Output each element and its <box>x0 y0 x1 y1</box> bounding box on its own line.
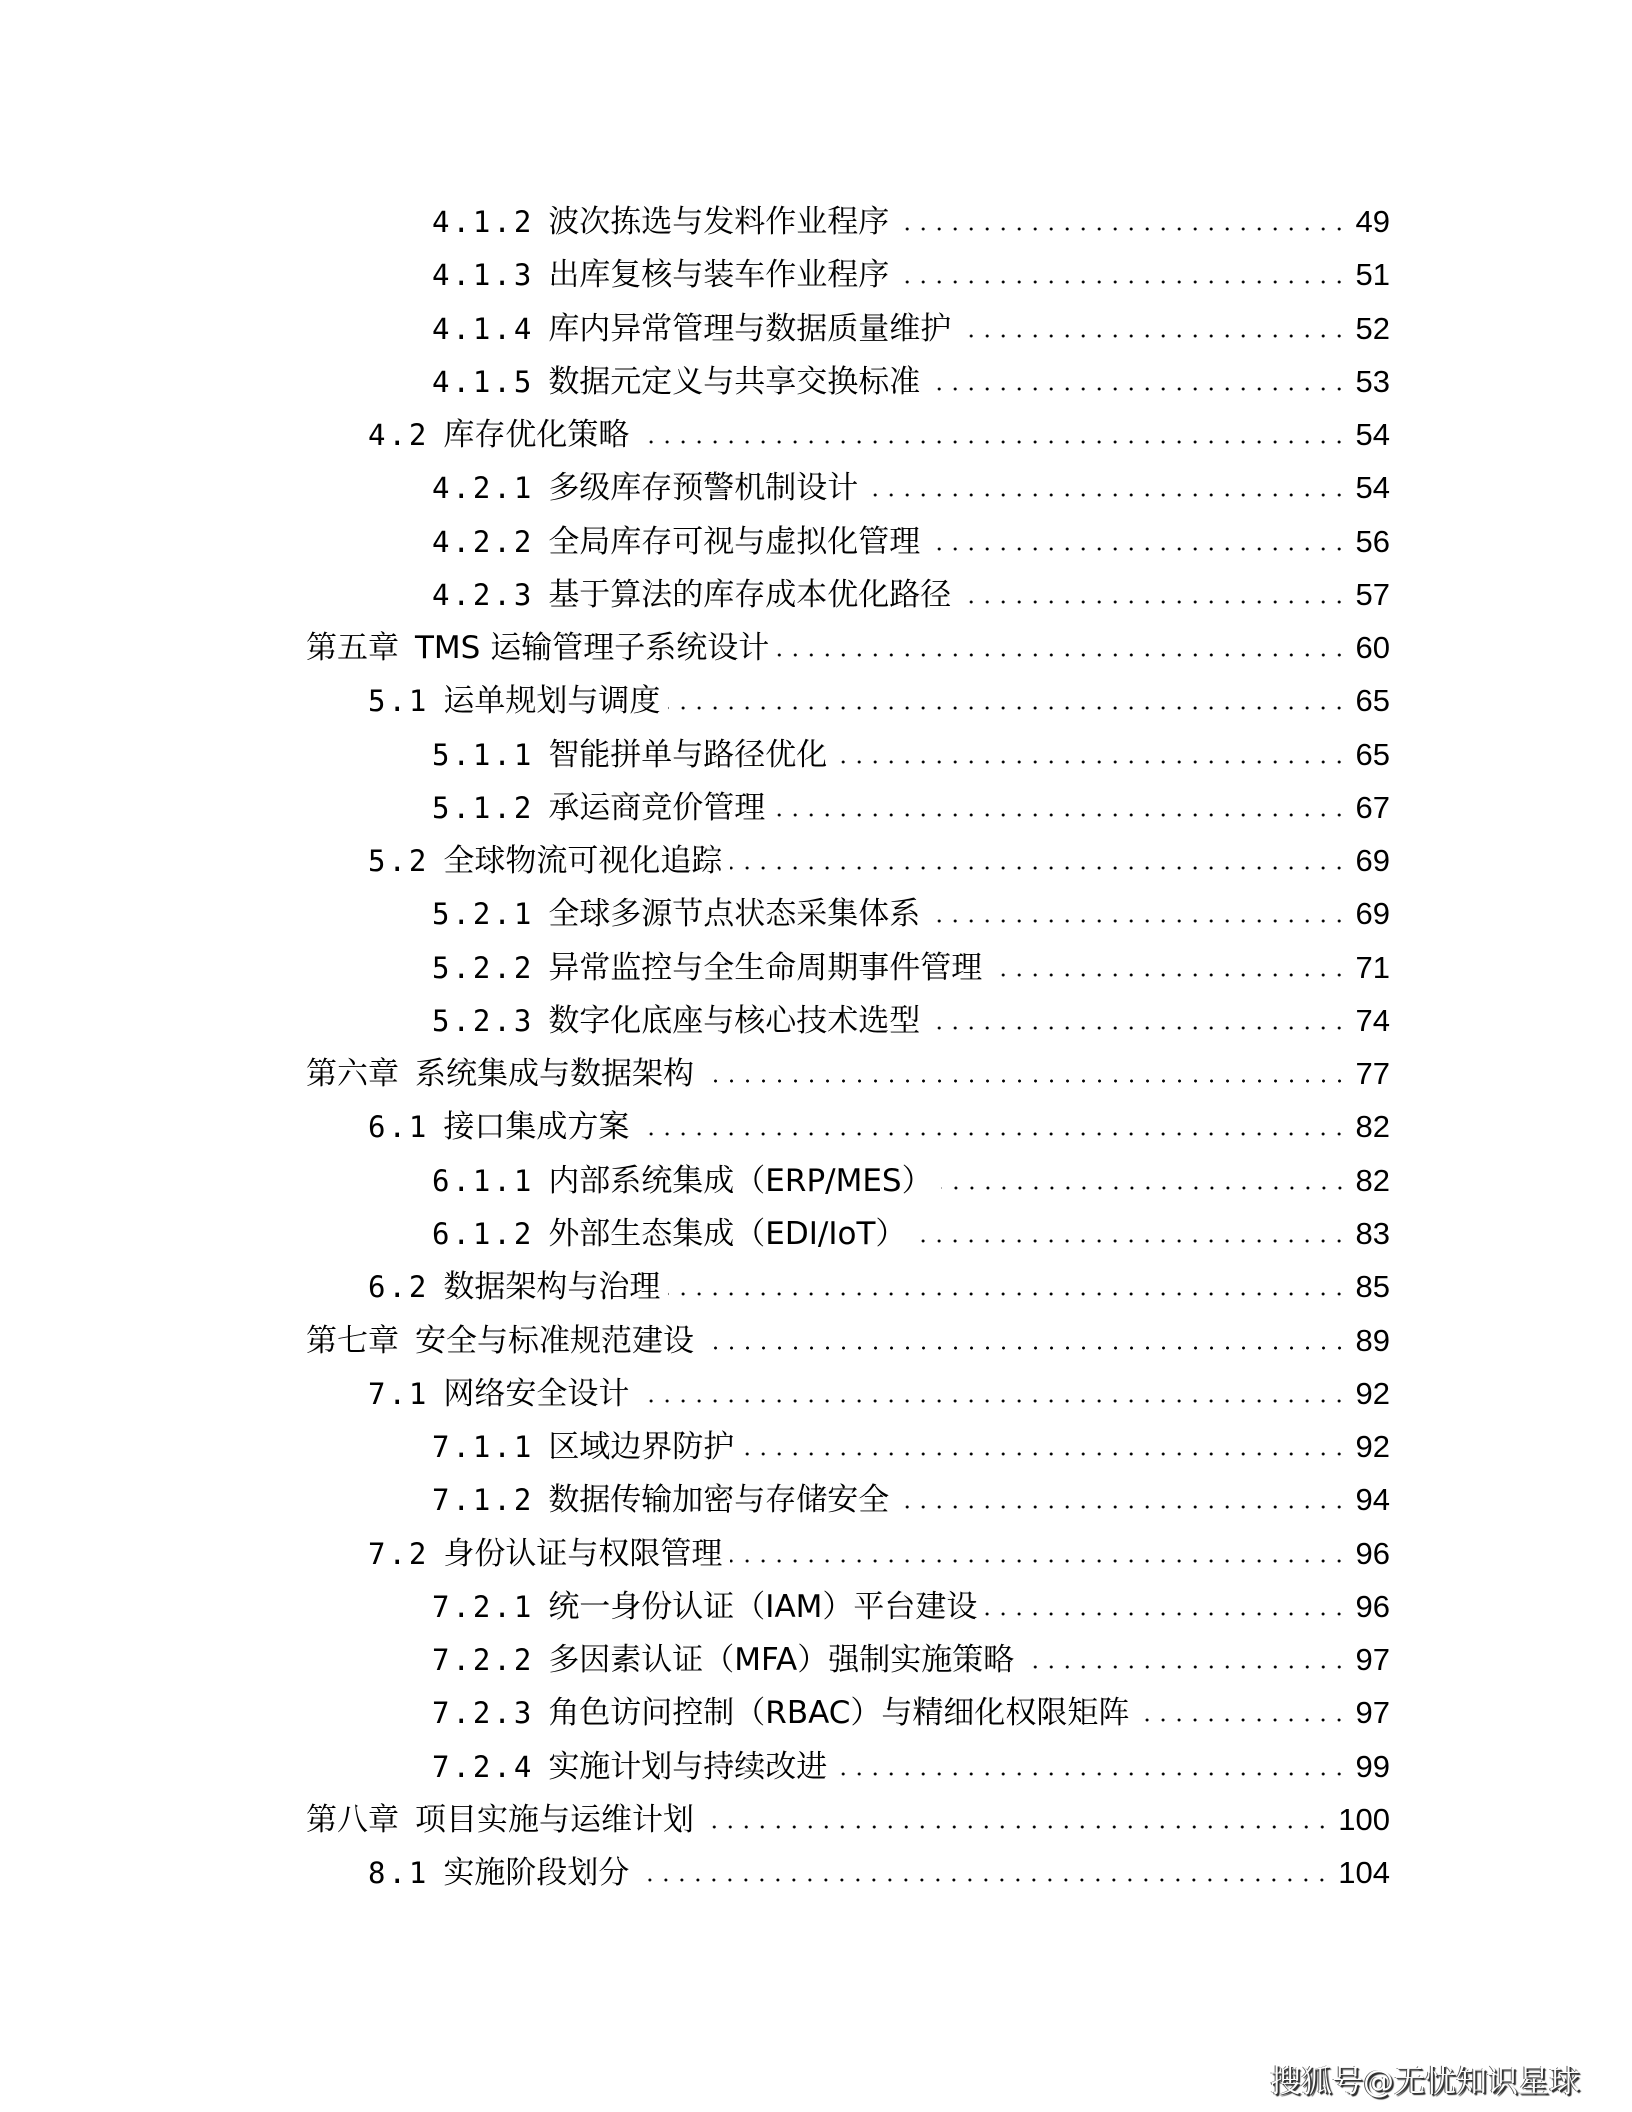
entry-page: 85 <box>1355 1269 1390 1304</box>
entry-title: 统一身份认证（IAM）平台建设 <box>548 1589 978 1625</box>
toc-entry[interactable] <box>432 894 1390 934</box>
entry-title: 全球物流可视化追踪 <box>443 843 723 879</box>
dot-leader <box>985 1609 1347 1617</box>
entry-page: 52 <box>1355 311 1390 346</box>
entry-number: 4.1.3 <box>432 258 535 292</box>
dot-leader <box>1022 1662 1347 1670</box>
toc-entry[interactable] <box>368 1267 1390 1307</box>
entry-page: 71 <box>1355 950 1390 985</box>
entry-number: 5.1.1 <box>432 738 535 772</box>
entry-page: 99 <box>1355 1749 1390 1784</box>
toc-entry[interactable] <box>432 1001 1390 1041</box>
entry-page: 92 <box>1355 1376 1390 1411</box>
entry-page: 60 <box>1355 630 1390 665</box>
entry-number: 4.1.4 <box>432 312 535 346</box>
entry-number: 6.2 <box>368 1270 430 1304</box>
entry-number: 7.2.1 <box>432 1590 535 1624</box>
entry-title: 库存优化策略 <box>443 417 630 453</box>
entry-title: 实施计划与持续改进 <box>548 1749 828 1785</box>
toc-entry[interactable] <box>368 1534 1390 1574</box>
entry-number: 7.1.1 <box>432 1430 535 1464</box>
chapter-number: 第八章 <box>306 1802 399 1838</box>
dot-leader <box>941 1183 1348 1191</box>
toc-chapter-entry[interactable] <box>306 1054 1390 1094</box>
watermark: 搜狐号@无忧知识星球 <box>1270 2064 1580 2100</box>
entry-title: 运单规划与调度 <box>443 683 661 719</box>
entry-number: 5.2.2 <box>432 951 535 985</box>
toc-entry[interactable] <box>432 1693 1390 1733</box>
entry-page: 104 <box>1338 1855 1390 1890</box>
entry-page: 54 <box>1355 470 1390 505</box>
entry-page: 67 <box>1355 790 1390 825</box>
toc-entry[interactable] <box>432 1214 1390 1254</box>
toc-entry[interactable] <box>432 522 1390 562</box>
entry-number: 7.2.3 <box>432 1696 535 1730</box>
toc-entry[interactable] <box>432 735 1390 775</box>
chapter-number: 第七章 <box>306 1323 399 1359</box>
entry-page: 96 <box>1355 1589 1390 1624</box>
chapter-number: 第五章 <box>306 630 399 666</box>
entry-title: 接口集成方案 <box>443 1109 630 1145</box>
dot-leader <box>959 331 1347 339</box>
dot-leader <box>777 650 1347 658</box>
toc-chapter-entry[interactable] <box>306 1321 1390 1361</box>
entry-page: 92 <box>1355 1429 1390 1464</box>
dot-leader <box>702 1076 1348 1084</box>
entry-number: 8.1 <box>368 1856 430 1890</box>
entry-page: 96 <box>1355 1536 1390 1571</box>
entry-title: 数据传输加密与存储安全 <box>548 1482 890 1518</box>
dot-leader <box>637 1129 1347 1137</box>
entry-page: 89 <box>1355 1323 1390 1358</box>
toc-entry[interactable] <box>368 1853 1390 1893</box>
dot-leader <box>637 1875 1330 1883</box>
toc-entry[interactable] <box>432 1640 1390 1680</box>
dot-leader <box>897 1502 1347 1510</box>
toc-entry[interactable] <box>432 1427 1390 1467</box>
entry-title: 外部生态集成（EDI/IoT） <box>548 1216 907 1252</box>
entry-page: 57 <box>1355 577 1390 612</box>
entry-number: 7.2 <box>368 1537 430 1571</box>
entry-number: 7.1.2 <box>432 1483 535 1517</box>
entry-title: 库内异常管理与数据质量维护 <box>548 311 952 347</box>
dot-leader <box>897 224 1347 232</box>
entry-page: 69 <box>1355 896 1390 931</box>
entry-title: 项目实施与运维计划 <box>415 1802 694 1838</box>
entry-page: 51 <box>1355 257 1390 292</box>
entry-page: 49 <box>1355 204 1390 239</box>
dot-leader <box>637 1396 1347 1404</box>
entry-page: 97 <box>1355 1642 1390 1677</box>
toc-entry[interactable] <box>368 1374 1390 1414</box>
dot-leader <box>637 437 1347 445</box>
toc-entry[interactable] <box>368 415 1390 455</box>
entry-number: 4.2.3 <box>432 578 535 612</box>
entry-number: 5.2.1 <box>432 897 535 931</box>
toc-entry[interactable] <box>432 1480 1390 1520</box>
toc-entry[interactable] <box>432 1587 1390 1627</box>
entry-title: 内部系统集成（ERP/MES） <box>548 1163 933 1199</box>
toc-entry[interactable] <box>432 1161 1390 1201</box>
entry-number: 4.1.5 <box>432 365 535 399</box>
dot-leader <box>928 916 1347 924</box>
entry-title: 异常监控与全生命周期事件管理 <box>548 950 983 986</box>
entry-title: 承运商竞价管理 <box>548 790 766 826</box>
entry-title: 基于算法的库存成本优化路径 <box>548 577 952 613</box>
entry-page: 65 <box>1355 683 1390 718</box>
entry-number: 4.2 <box>368 418 430 452</box>
entry-title: 多因素认证（MFA）强制实施策略 <box>548 1642 1015 1678</box>
entry-page: 77 <box>1355 1056 1390 1091</box>
entry-title: 网络安全设计 <box>443 1376 630 1412</box>
entry-number: 4.1.2 <box>432 205 535 239</box>
toc-entry[interactable] <box>432 309 1390 349</box>
dot-leader <box>835 1769 1347 1777</box>
toc-entry[interactable] <box>432 468 1390 508</box>
dot-leader <box>668 1289 1347 1297</box>
entry-page: 69 <box>1355 843 1390 878</box>
dot-leader <box>773 810 1347 818</box>
entry-number: 5.2.3 <box>432 1004 535 1038</box>
dot-leader <box>866 490 1347 498</box>
entry-page: 56 <box>1355 524 1390 559</box>
entry-title: 全局库存可视与虚拟化管理 <box>548 524 921 560</box>
dot-leader <box>914 1236 1347 1244</box>
toc-entry[interactable] <box>432 948 1390 988</box>
entry-title: 实施阶段划分 <box>443 1855 630 1891</box>
dot-leader <box>928 384 1347 392</box>
entry-title: 系统集成与数据架构 <box>415 1056 694 1092</box>
entry-title: 出库复核与装车作业程序 <box>548 257 890 293</box>
dot-leader <box>928 544 1347 552</box>
entry-title: 安全与标准规范建设 <box>415 1323 694 1359</box>
entry-page: 65 <box>1355 737 1390 772</box>
entry-number: 6.1 <box>368 1110 430 1144</box>
chapter-number: 第六章 <box>306 1056 399 1092</box>
dot-leader <box>990 970 1347 978</box>
entry-number: 5.2 <box>368 844 430 878</box>
entry-number: 6.1.2 <box>432 1217 535 1251</box>
entry-page: 100 <box>1338 1802 1390 1837</box>
dot-leader <box>702 1343 1348 1351</box>
dot-leader <box>730 863 1347 871</box>
toc-chapter-entry[interactable] <box>306 1800 1390 1840</box>
entry-number: 7.2.2 <box>432 1643 535 1677</box>
dot-leader <box>702 1822 1330 1830</box>
toc-entry[interactable] <box>368 841 1390 881</box>
entry-number: 4.2.1 <box>432 471 535 505</box>
entry-title: 全球多源节点状态采集体系 <box>548 896 921 932</box>
dot-leader <box>668 703 1347 711</box>
dot-leader <box>959 597 1347 605</box>
entry-title: TMS 运输管理子系统设计 <box>415 630 770 666</box>
entry-title: 角色访问控制（RBAC）与精细化权限矩阵 <box>548 1695 1130 1731</box>
toc-entry[interactable] <box>432 255 1390 295</box>
entry-page: 54 <box>1355 417 1390 452</box>
entry-title: 智能拼单与路径优化 <box>548 737 828 773</box>
dot-leader <box>897 277 1347 285</box>
entry-title: 数字化底座与核心技术选型 <box>548 1003 921 1039</box>
toc-entry[interactable] <box>432 362 1390 402</box>
toc-chapter-entry[interactable] <box>306 628 1390 668</box>
toc-entry[interactable] <box>432 575 1390 615</box>
entry-number: 5.1.2 <box>432 791 535 825</box>
toc-entry[interactable] <box>432 202 1390 242</box>
toc-entry[interactable] <box>368 1107 1390 1147</box>
entry-title: 数据架构与治理 <box>443 1269 661 1305</box>
toc-entry[interactable] <box>368 681 1390 721</box>
dot-leader <box>1137 1715 1347 1723</box>
entry-page: 53 <box>1355 364 1390 399</box>
entry-page: 74 <box>1355 1003 1390 1038</box>
dot-leader <box>730 1556 1347 1564</box>
entry-number: 6.1.1 <box>432 1164 535 1198</box>
entry-number: 7.2.4 <box>432 1750 535 1784</box>
entry-page: 82 <box>1355 1163 1390 1198</box>
dot-leader <box>742 1449 1347 1457</box>
entry-page: 94 <box>1355 1482 1390 1517</box>
entry-title: 波次拣选与发料作业程序 <box>548 204 890 240</box>
entry-page: 83 <box>1355 1216 1390 1251</box>
entry-number: 4.2.2 <box>432 525 535 559</box>
dot-leader <box>835 757 1347 765</box>
entry-title: 身份认证与权限管理 <box>443 1536 723 1572</box>
entry-number: 7.1 <box>368 1377 430 1411</box>
entry-number: 5.1 <box>368 684 430 718</box>
toc-entry[interactable] <box>432 788 1390 828</box>
entry-title: 区域边界防护 <box>548 1429 735 1465</box>
dot-leader <box>928 1023 1347 1031</box>
entry-page: 82 <box>1355 1109 1390 1144</box>
entry-title: 多级库存预警机制设计 <box>548 470 859 506</box>
entry-page: 97 <box>1355 1695 1390 1730</box>
toc-entry[interactable] <box>432 1747 1390 1787</box>
entry-title: 数据元定义与共享交换标准 <box>548 364 921 400</box>
